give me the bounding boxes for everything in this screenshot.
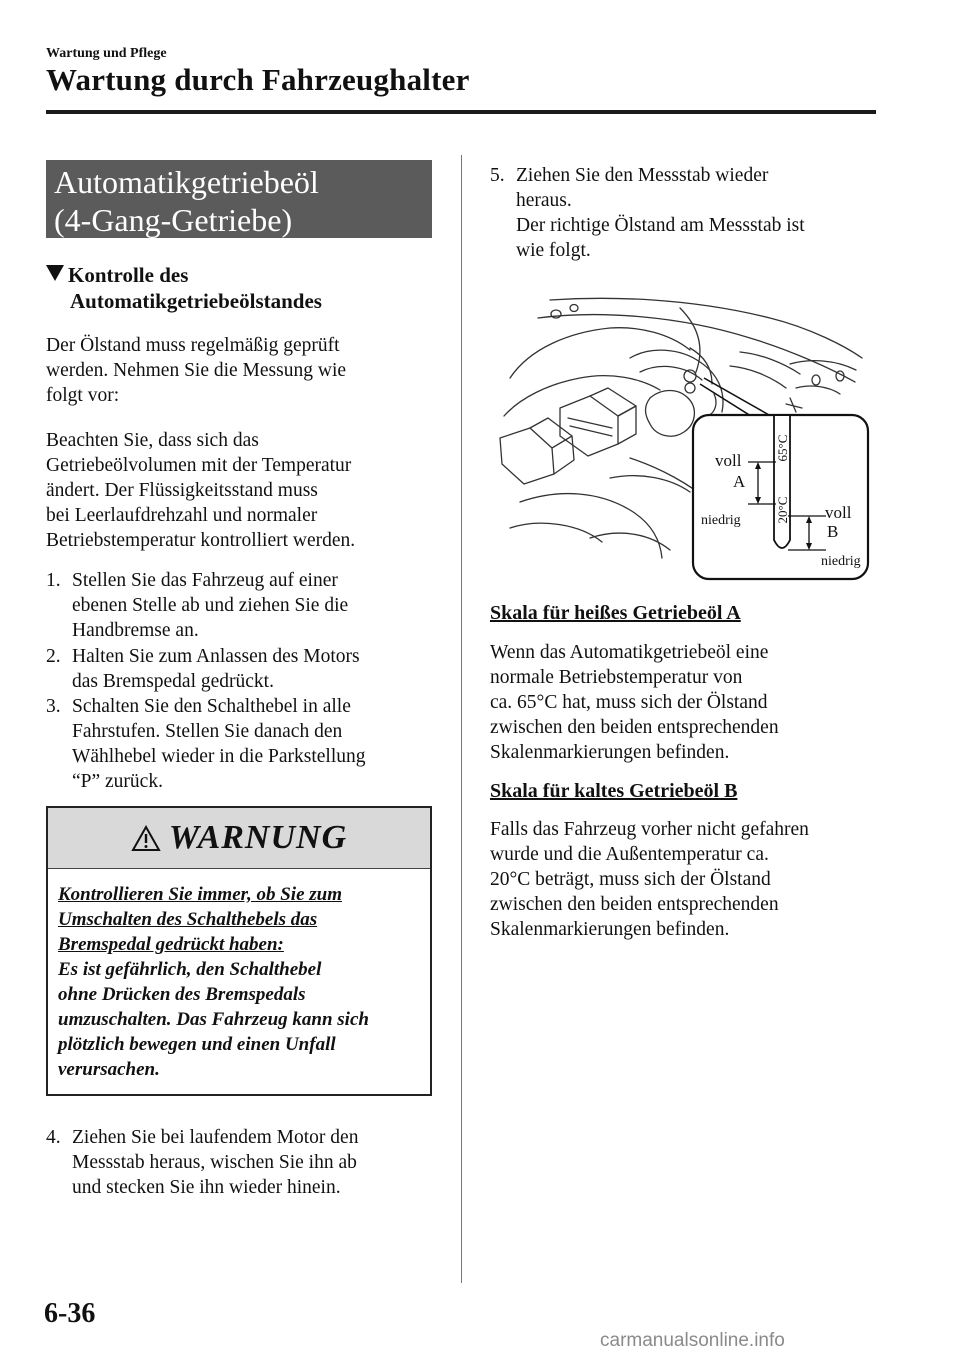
step-number: 3. [46,696,61,717]
text-line: zwischen den beiden entsprechenden [490,894,779,915]
text-line: Der richtige Ölstand am Messstab ist [516,215,805,236]
text-line: plötzlich bewegen und einen Unfall [58,1034,336,1055]
text-line: Kontrollieren Sie immer, ob Sie zum [58,884,342,905]
text-line: 20°C beträgt, muss sich der Ölstand [490,869,771,890]
step-number: 2. [46,646,61,667]
step-2 [46,644,436,694]
text-line: normale Betriebstemperatur von [490,667,743,688]
text-line: zwischen den beiden entsprechenden [490,717,779,738]
text-line: Messstab heraus, wischen Sie ihn ab [72,1152,357,1173]
text-line: ohne Drücken des Bremspedals [58,984,306,1005]
text-line: umzuschalten. Das Fahrzeug kann sich [58,1009,369,1030]
text-line: Falls das Fahrzeug vorher nicht gefahren [490,819,809,840]
text-line: wie folgt. [516,240,591,261]
text-line: Betriebstemperatur kontrolliert werden. [46,530,356,551]
topic-title-line-2: (4-Gang-Getriebe) [54,202,293,238]
text-line: ca. 65°C hat, muss sich der Ölstand [490,692,768,713]
step-number: 5. [490,165,505,186]
text-line: “P” zurück. [72,771,163,792]
hot-scale-paragraph [490,640,880,765]
text-line: Beachten Sie, dass sich das [46,430,259,451]
sub-heading-line-1: Kontrolle des [68,263,189,287]
label-a: A [733,472,746,491]
page-number: 6-36 [44,1298,96,1329]
text-line: Skalenmarkierungen befinden. [490,742,730,763]
warning-box [46,806,432,1096]
text-line: und stecken Sie ihn wieder hinein. [72,1177,341,1198]
temp-20-label: 20°C [775,496,790,524]
text-line: wurde und die Außentemperatur ca. [490,844,769,865]
triangle-bullet-icon [46,265,64,281]
text-line: Handbremse an. [72,620,199,641]
label-voll-a: voll [715,451,742,470]
text-line: Stellen Sie das Fahrzeug auf einer [72,570,338,591]
text-line: bei Leerlaufdrehzahl und normaler [46,505,318,526]
warning-text [58,882,428,1082]
page-heading: Wartung durch Fahrzeughalter [46,62,470,97]
intro-paragraph-1 [46,333,436,408]
label-niedrig-b: niedrig [821,554,861,569]
text-line: verursachen. [58,1059,160,1080]
section-label: Wartung und Pflege [46,46,167,61]
step-5 [490,163,880,263]
hot-scale-caption: Skala für heißes Getriebeöl A [490,602,741,624]
step-number: 4. [46,1127,61,1148]
text-line: werden. Nehmen Sie die Messung wie [46,360,347,381]
topic-banner [46,160,432,238]
text-line: Wählhebel wieder in die Parkstellung [72,746,366,767]
heading-rule [46,110,876,114]
sub-heading-line-2: Automatikgetriebeölstandes [70,289,322,313]
text-line: ebenen Stelle ab und ziehen Sie die [72,595,349,616]
topic-title-line-1: Automatikgetriebeöl [54,164,319,200]
text-line: ändert. Der Flüssigkeitsstand muss [46,480,318,501]
text-line: folgt vor: [46,385,120,406]
warning-header [48,808,430,869]
intro-paragraph-2 [46,428,436,553]
text-line: Ziehen Sie bei laufendem Motor den [72,1127,359,1148]
text-line: Es ist gefährlich, den Schalthebel [58,959,322,980]
label-b: B [827,522,839,541]
dipstick-illustration [490,288,875,584]
text-line: Schalten Sie den Schalthebel in alle [72,696,351,717]
text-line: Wenn das Automatikgetriebeöl eine [490,642,769,663]
warning-title: WARNUNG [168,819,348,856]
text-line: heraus. [516,190,572,211]
watermark: carmanualsonline.info [600,1330,785,1351]
temp-65-label: 65°C [775,434,790,462]
text-line: Ziehen Sie den Messstab wieder [516,165,769,186]
cold-scale-paragraph [490,817,880,942]
text-line: Umschalten des Schalthebels das [58,909,318,930]
label-niedrig-a: niedrig [701,513,741,528]
column-divider [461,155,462,1283]
cold-scale-caption: Skala für kaltes Getriebeöl B [490,780,738,802]
text-line: Fahrstufen. Stellen Sie danach den [72,721,343,742]
text-line: Skalenmarkierungen befinden. [490,919,730,940]
text-line: Der Ölstand muss regelmäßig geprüft [46,335,340,356]
step-number: 1. [46,570,61,591]
text-line: Bremspedal gedrückt haben: [58,934,284,955]
text-line: Halten Sie zum Anlassen des Motors [72,646,360,667]
warning-triangle-icon [131,825,161,857]
label-voll-b: voll [825,503,852,522]
step-1 [46,568,436,643]
step-4 [46,1125,436,1200]
sub-heading [46,262,436,314]
text-line: das Bremspedal gedrückt. [72,671,274,692]
text-line: Getriebeölvolumen mit der Temperatur [46,455,352,476]
step-3 [46,694,436,794]
